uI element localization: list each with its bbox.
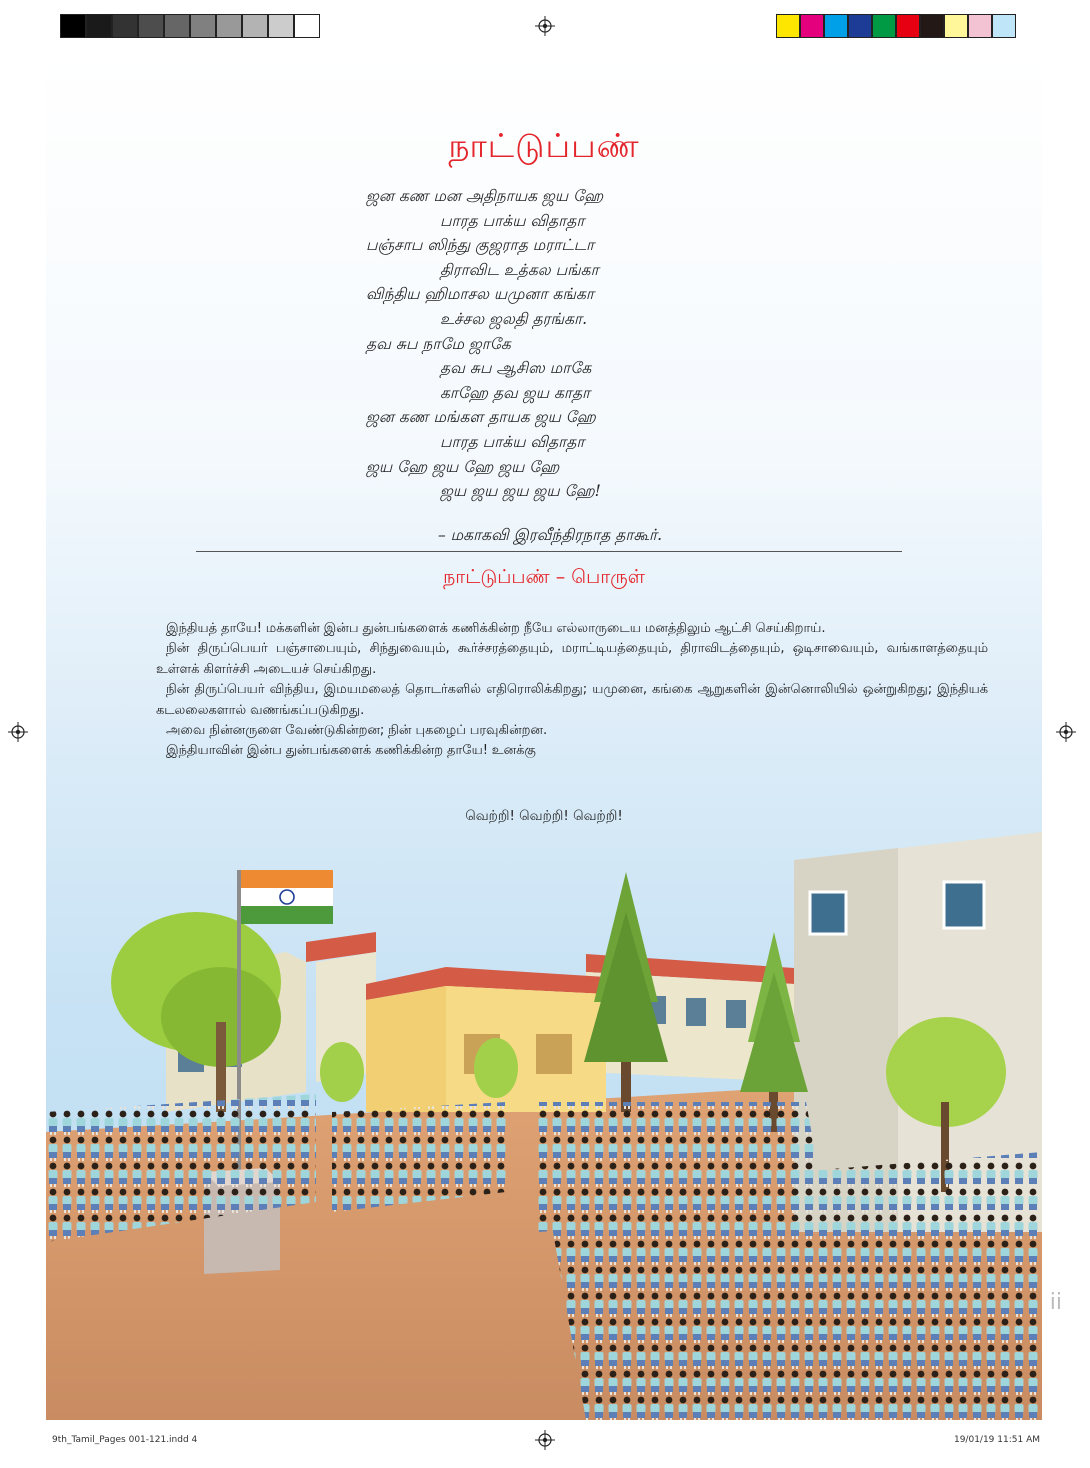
anthem-line: காஹே தவ ஜய காதா — [440, 383, 591, 402]
crosshair-icon — [535, 1430, 555, 1450]
anthem-lyrics — [366, 184, 806, 504]
registration-swatch — [86, 14, 112, 38]
anthem-line: ஜய ஜய ஜய ஜய ஹே! — [440, 482, 601, 501]
meaning-paragraph: இந்தியாவின் இன்ப துன்பங்களைக் கணிக்கின்ற தாயே! உனக்கு — [166, 743, 536, 759]
registration-swatch — [268, 14, 294, 38]
anthem-line: தவ சுப நாமே ஜாகே — [366, 334, 511, 353]
crosshair-icon — [8, 722, 28, 742]
registration-swatch — [944, 14, 968, 38]
victory-line: வெற்றி! வெற்றி! வெற்றி! — [465, 808, 623, 824]
registration-swatch — [968, 14, 992, 38]
meaning-paragraph: அவை நின்னருளை வேண்டுகின்றன; நின் புகழைப் பரவுகின்றன. — [166, 723, 548, 739]
anthem-line: ஜய ஹே ஜய ஹே ஜய ஹே — [366, 457, 560, 476]
meaning-paragraph: இந்தியத் தாயே! மக்களின் இன்ப துன்பங்களைக் கணிக்கின்ற நீயே எல்லாருடைய மனத்திலும் ஆட்சி செய்கிறாய். — [166, 621, 826, 636]
anthem-line: திராவிட உத்கல பங்கா — [440, 260, 599, 279]
registration-swatch — [164, 14, 190, 38]
anthem-line: பாரத பாக்ய விதாதா — [440, 432, 585, 451]
footer-timestamp: 19/01/19 11:51 AM — [953, 1435, 1040, 1445]
registration-swatch — [190, 14, 216, 38]
registration-swatch — [848, 14, 872, 38]
meaning-paragraph: நின் திருப்பெயர் பஞ்சாபையும், சிந்துவையும், கூர்ச்சரத்தையும், மராட்டியத்தையும், திராவிடத்தையும், ஒடிசாவையும், வங்காளத்தையும் உள்ளக் கிளர்ச்சி அடையச் செய்கிறது. — [156, 641, 988, 677]
anthem-line: ஜன கண மங்கள தாயக ஜய ஹே — [366, 408, 596, 427]
footer-file: 9th_Tamil_Pages 001-121.indd 4 — [52, 1435, 198, 1445]
page-title: நாட்டுப்பண் — [448, 126, 640, 165]
anthem-line: தவ சுப ஆசிஸ மாகே — [440, 359, 592, 378]
registration-swatch — [776, 14, 800, 38]
registration-swatch — [294, 14, 320, 38]
anthem-line: பாரத பாக்ய விதாதா — [440, 211, 585, 230]
registration-swatch — [60, 14, 86, 38]
school-assembly-illustration — [46, 772, 1042, 1420]
registration-swatch — [992, 14, 1016, 38]
anthem-line: உச்சல ஜலதி தரங்கா. — [440, 309, 588, 328]
registration-swatch — [824, 14, 848, 38]
meaning-title: நாட்டுப்பண் – பொருள் — [443, 566, 645, 588]
registration-swatch — [896, 14, 920, 38]
anthem-line: விந்திய ஹிமாசல யமுனா கங்கா — [366, 285, 594, 304]
registration-swatch — [872, 14, 896, 38]
divider — [196, 551, 902, 552]
registration-swatch — [242, 14, 268, 38]
crosshair-icon — [1056, 722, 1076, 742]
page — [46, 52, 1042, 1420]
registration-swatch — [800, 14, 824, 38]
registration-gray-bar — [60, 14, 320, 38]
meaning-text — [156, 619, 988, 762]
anthem-line: ஜன கண மன அதிநாயக ஜய ஹே — [366, 187, 604, 205]
page-number: ii — [1049, 1290, 1062, 1315]
registration-swatch — [920, 14, 944, 38]
meaning-paragraph: நின் திருப்பெயர் விந்திய, இமயமலைத் தொடர்களில் எதிரொலிக்கிறது; யமுனை, கங்கை ஆறுகளின் இன்னொலியில் ஒன்றுகிறது; இந்தியக் கடலலைகளால் வணங்கப்படுகிறது. — [156, 682, 988, 718]
crosshair-icon — [535, 16, 555, 36]
registration-swatch — [138, 14, 164, 38]
registration-color-bar — [776, 14, 1016, 38]
anthem-author: – மகாகவி இரவீந்திரநாத தாகூர். — [438, 526, 663, 544]
registration-swatch — [216, 14, 242, 38]
registration-swatch — [112, 14, 138, 38]
anthem-line: பஞ்சாப ஸிந்து குஜராத மராட்டா — [366, 236, 595, 255]
